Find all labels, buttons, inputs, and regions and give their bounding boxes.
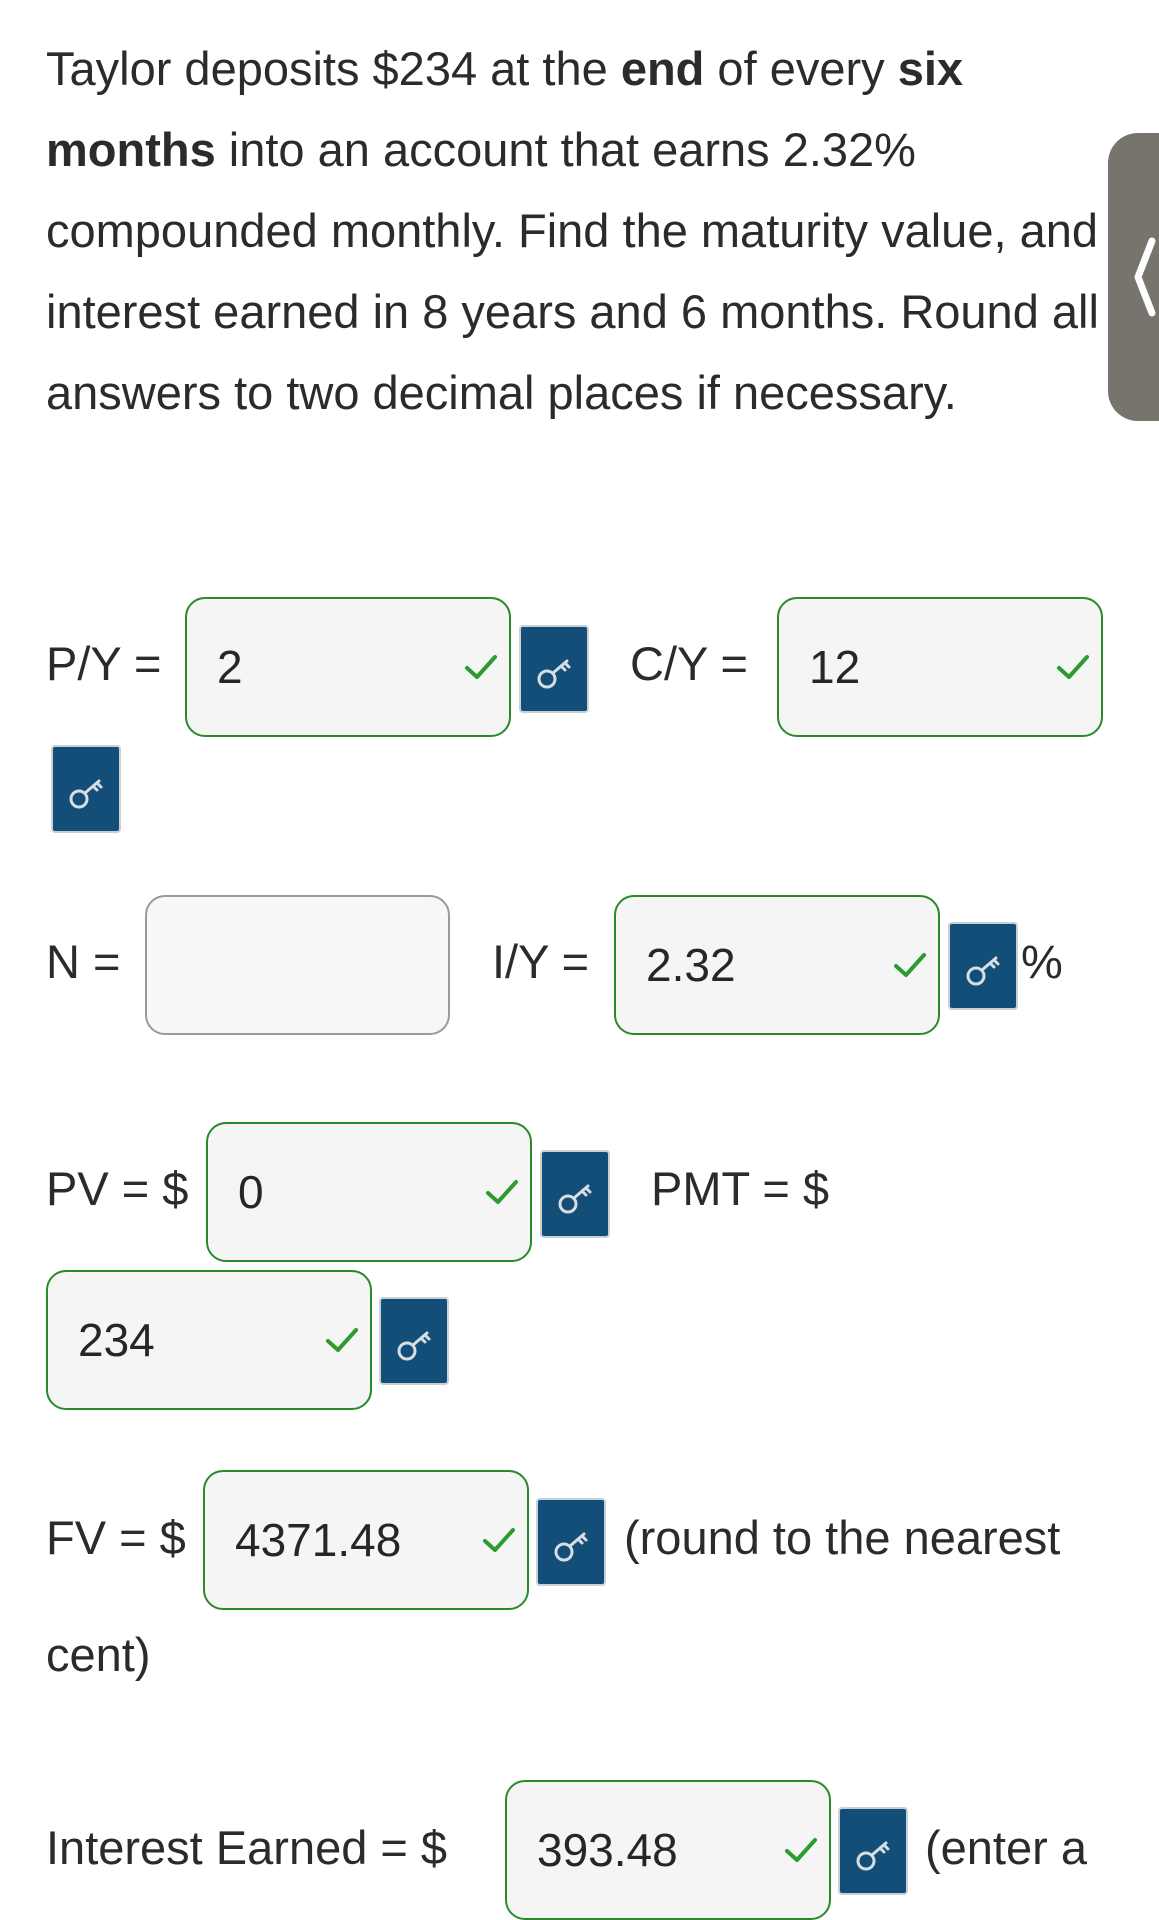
cy-value: 12 (809, 641, 861, 693)
problem-text (46, 28, 1116, 433)
cy-key-button[interactable] (51, 745, 121, 833)
pmt-key-button[interactable] (379, 1297, 449, 1385)
pv-label: PV = $ (46, 1162, 189, 1215)
fv-note: (round to the nearest (624, 1511, 1061, 1564)
checkmark-icon (481, 1525, 517, 1555)
checkmark-icon (1055, 652, 1091, 682)
py-input[interactable] (185, 597, 511, 737)
fv-key-button[interactable] (536, 1498, 606, 1586)
key-icon (556, 1182, 596, 1216)
pv-key-button[interactable] (540, 1150, 610, 1238)
key-icon (535, 657, 575, 691)
pmt-label: PMT = $ (651, 1162, 830, 1215)
pv-value: 0 (238, 1166, 264, 1218)
interest-note: (enter a (925, 1821, 1087, 1874)
key-icon (395, 1329, 435, 1363)
pmt-input[interactable] (46, 1270, 372, 1410)
chevron-left-icon (1130, 237, 1158, 317)
iy-percent-suffix: % (1021, 935, 1063, 988)
problem-text-part: of every (704, 42, 898, 95)
n-label: N = (46, 935, 121, 988)
cy-input[interactable] (777, 597, 1103, 737)
key-icon (964, 954, 1004, 988)
problem-emphasis-six-months: six months (46, 42, 964, 176)
key-icon (552, 1530, 592, 1564)
key-icon (67, 777, 107, 811)
cy-label: C/Y = (630, 637, 749, 690)
iy-key-button[interactable] (948, 922, 1018, 1010)
iy-input[interactable] (614, 895, 940, 1035)
py-value: 2 (217, 641, 243, 693)
problem-text-part: into an account that earns 2.32% compounded monthly. Find the maturity value, and interest earned in 8 years and 6 months. Round all answers to two decimal places if necessary. (46, 123, 1099, 419)
iy-value: 2.32 (646, 939, 736, 991)
fv-note-continued: cent) (46, 1628, 151, 1681)
fv-input[interactable] (203, 1470, 529, 1610)
n-input[interactable] (145, 895, 450, 1035)
fv-label: FV = $ (46, 1511, 186, 1564)
interest-key-button[interactable] (838, 1807, 908, 1895)
interest-value: 393.48 (537, 1824, 678, 1876)
pv-input[interactable] (206, 1122, 532, 1262)
problem-emphasis-end: end (620, 42, 705, 95)
py-key-button[interactable] (519, 625, 589, 713)
checkmark-icon (783, 1835, 819, 1865)
checkmark-icon (324, 1325, 360, 1355)
checkmark-icon (463, 652, 499, 682)
pmt-value: 234 (78, 1314, 155, 1366)
checkmark-icon (484, 1177, 520, 1207)
checkmark-icon (892, 950, 928, 980)
fv-value: 4371.48 (235, 1514, 402, 1566)
side-panel-tab[interactable] (1108, 133, 1159, 421)
iy-label: I/Y = (492, 935, 590, 988)
problem-text-part: Taylor deposits $234 at the (46, 42, 621, 95)
key-icon (854, 1839, 894, 1873)
interest-label: Interest Earned = $ (46, 1821, 448, 1874)
py-label: P/Y = (46, 637, 162, 690)
interest-input[interactable] (505, 1780, 831, 1920)
